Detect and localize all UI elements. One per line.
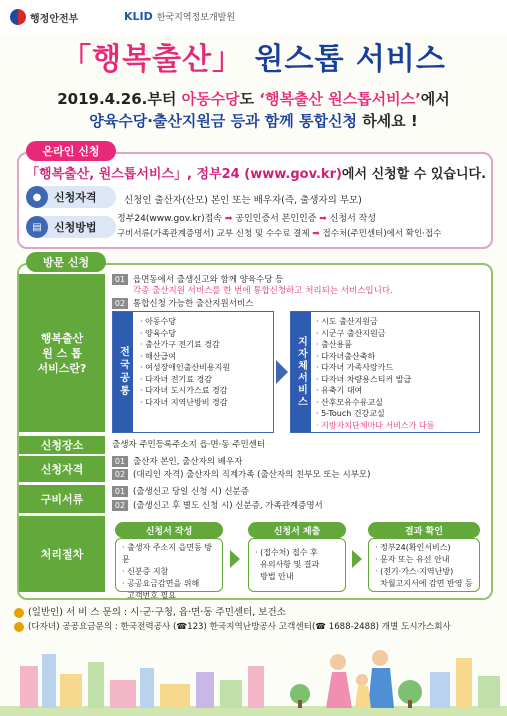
online-intro <box>26 163 486 182</box>
title-highlight: 행복출산 <box>92 42 213 77</box>
qualification-text: 신청인 출산자(산모) 본인 또는 배우자(즉, 출생자의 부모) <box>124 195 362 206</box>
method-pill <box>26 216 116 238</box>
what-item-2-text: 통합신청 가능한 출산지원서비스 <box>133 299 254 309</box>
local-item: · 유축기 대여 <box>316 386 363 395</box>
local-item: · 산후모유수유교실 <box>316 397 383 407</box>
national-item: · 다자녀 전기료 경감 <box>140 374 212 384</box>
num-badge: 01 <box>112 274 128 285</box>
step-line: · (접수처) 접수 후 <box>255 548 318 557</box>
national-item: · 양육수당 <box>140 328 176 338</box>
step-arrow-icon <box>230 550 240 568</box>
footer-line-2 <box>14 620 451 632</box>
num-badge: 01 <box>112 456 128 467</box>
num-badge: 01 <box>112 486 128 497</box>
arrow-icon: ➡ <box>312 229 320 239</box>
title-bracket-open: 「 <box>61 42 93 77</box>
step-line: · 문자 또는 유선 안내 <box>375 555 450 564</box>
what-item-2 <box>112 298 253 311</box>
document-icon: ▤ <box>26 216 48 238</box>
step-line: · (전기·가스·지역난방) <box>375 567 454 576</box>
national-item: · 출산가구 전기료 경감 <box>140 340 220 349</box>
what-item-1-text2: 각종 출산지원 서비스를 한 번에 통합신청하고 처리되는 서비스입니다. <box>133 286 393 296</box>
local-item: · 다자녀 차량용스티커 발급 <box>316 374 412 384</box>
method-step-3: 신청서 작성 <box>329 214 377 224</box>
method-line-1 <box>117 211 376 224</box>
place-label: 신청장소 <box>19 436 105 454</box>
visit-tag: 방문 신청 <box>26 252 106 272</box>
sub2-a: 양육수당·출산지원금 등과 함께 통합신청 <box>89 112 357 130</box>
step-line: 차월고지서에 감면 반영 등 <box>375 579 473 588</box>
person-icon: ● <box>26 186 48 208</box>
national-item: · 해산급여 <box>140 351 176 361</box>
national-item: · 아동수당 <box>140 317 176 326</box>
step-line: 방법 안내 <box>255 572 294 581</box>
subtitle-line-1 <box>0 88 507 109</box>
sub1-c: 도 <box>239 90 260 108</box>
qualification-label: 신청자격 <box>54 191 97 204</box>
method-label: 신청방법 <box>54 221 97 234</box>
local-item: · 시군구 출산지원금 <box>316 328 386 338</box>
title-rest: 원스톱 서비스 <box>254 42 446 77</box>
online-intro-link: (www.gov.kr) <box>244 167 342 182</box>
klid-name: 한국지역정보개발원 <box>156 13 236 23</box>
visit-qual-1-text: 출산자 본인, 출산자의 배우자 <box>133 457 243 467</box>
step-1-title: 신청서 작성 <box>115 522 223 538</box>
sub1-e: 에서 <box>420 90 450 108</box>
process-label: 처리절차 <box>19 516 105 592</box>
step-1-body <box>115 538 223 600</box>
taegeuk-icon <box>10 9 26 25</box>
page-title <box>0 34 507 78</box>
online-intro-c: 에서 신청할 수 있습니다. <box>341 167 487 182</box>
sub1-b: 아동수당 <box>181 90 240 108</box>
step-3-body <box>368 538 480 592</box>
num-badge: 02 <box>112 298 128 309</box>
footer-line-1 <box>14 604 286 618</box>
method-step-5: 접수처(주민센터)에서 확인·접수 <box>322 229 442 239</box>
national-item: · 여성장애인출산비용지원 <box>140 363 231 372</box>
arrow-icon: ➡ <box>224 214 233 224</box>
local-item: · 시도 출산지원금 <box>316 317 378 326</box>
step-line: 유의사항 및 결과 <box>255 560 320 569</box>
method-step-1: 정부24(www.gov.kr)접속 <box>117 214 222 224</box>
what-item-1-text: 읍면동에서 출생신고와 함께 양육수당 등 <box>133 275 284 285</box>
visit-qual-2 <box>112 469 370 482</box>
docs-1 <box>112 486 249 499</box>
online-tag: 온라인 신청 <box>26 141 116 161</box>
ministry-name: 행정안전부 <box>30 13 79 25</box>
sub1-d: ‘행복출산 원스톱서비스’ <box>259 90 421 108</box>
local-item: · 출산용품 <box>316 340 352 349</box>
family-city-illustration <box>0 636 507 716</box>
info-icon <box>14 608 24 618</box>
qualification-pill <box>26 186 116 208</box>
national-item: · 다자녀 도시가스료 경감 <box>140 386 228 395</box>
step-line: · 정부24(확인서비스) <box>375 543 451 552</box>
step-line: 고객번호 필요 <box>122 591 176 600</box>
footer-line-1-text: (일반인) 서 비 스 문의 : 시·군·구청, 읍·면·동 주민센터, 보건소 <box>28 607 286 618</box>
subtitle-line-2 <box>0 110 507 131</box>
num-badge: 02 <box>112 500 128 511</box>
sub2-b: 하세요 ! <box>356 112 418 130</box>
step-line: · 신분증 지참 <box>122 567 169 576</box>
ministry-logo <box>10 8 78 26</box>
national-item: · 다자녀 지역난방비 경감 <box>140 397 228 407</box>
sub1-a: 2019.4.26.부터 <box>57 90 182 108</box>
step-2-title: 신청서 제출 <box>248 522 346 538</box>
local-item: · 지방자치단체마다 서비스가 다름 <box>316 420 435 430</box>
footer-line-2-text: (다자녀) 공공요금문의 : 한국전력공사 (☎123) 한국지역난방공사 고객센터(☎ 1688-2488) 개별 도시가스회사 <box>28 622 451 632</box>
klid-mark: KLID <box>124 10 153 23</box>
klid-logo <box>124 10 235 23</box>
docs-1-text: (출생신고 당일 신청 시) 신분증 <box>133 487 249 497</box>
step-3-title: 결과 확인 <box>368 522 480 538</box>
num-badge: 02 <box>112 469 128 480</box>
step-arrow-icon <box>352 550 362 568</box>
method-line-2 <box>117 227 441 239</box>
arrow-icon: ➡ <box>319 214 327 224</box>
local-item: · 다자녀 가족사랑카드 <box>316 363 394 372</box>
visit-qual-1 <box>112 456 242 469</box>
national-list <box>140 316 230 408</box>
step-line: · 출생자 주소지 읍면동 방문 <box>122 543 212 564</box>
info-icon <box>14 622 24 632</box>
docs-2-text: (출생신고 후 별도 신청 시) 신분증, 가족관계증명서 <box>133 501 323 511</box>
method-step-4: 구비서류(가족관계증명서) 교부 신청 및 수수료 결제 <box>117 229 310 239</box>
step-line: · 공공요금감면을 위해 <box>122 579 200 588</box>
local-item: · 다자녀출산축하 <box>316 351 376 361</box>
list-arrow-icon <box>276 360 288 384</box>
title-bracket-close: 」 <box>212 42 244 77</box>
visit-qual-label: 신청자격 <box>19 456 105 482</box>
visit-qual-2-text: (대리인 자격) 출산자의 직계가족 (출산자의 친부모 또는 시부모) <box>133 470 371 480</box>
local-label: 지자체서비스 <box>291 312 311 432</box>
place-text: 출생자 주민등록주소지 읍·면·동 주민센터 <box>112 440 266 450</box>
local-list <box>316 316 434 431</box>
method-step-2: 공인인증서 본인인증 <box>235 214 317 224</box>
step-2-body <box>248 538 346 592</box>
what-is-label: 행복출산 원 스 톱 서비스란? <box>19 274 105 432</box>
online-intro-a: 「행복출산, 원스톱서비스」, 정부24 <box>26 167 245 182</box>
docs-label: 구비서류 <box>19 485 105 513</box>
local-item: · 5-Touch 건강교실 <box>316 409 385 418</box>
docs-2 <box>112 500 323 513</box>
national-label: 전국공통 <box>113 312 133 432</box>
